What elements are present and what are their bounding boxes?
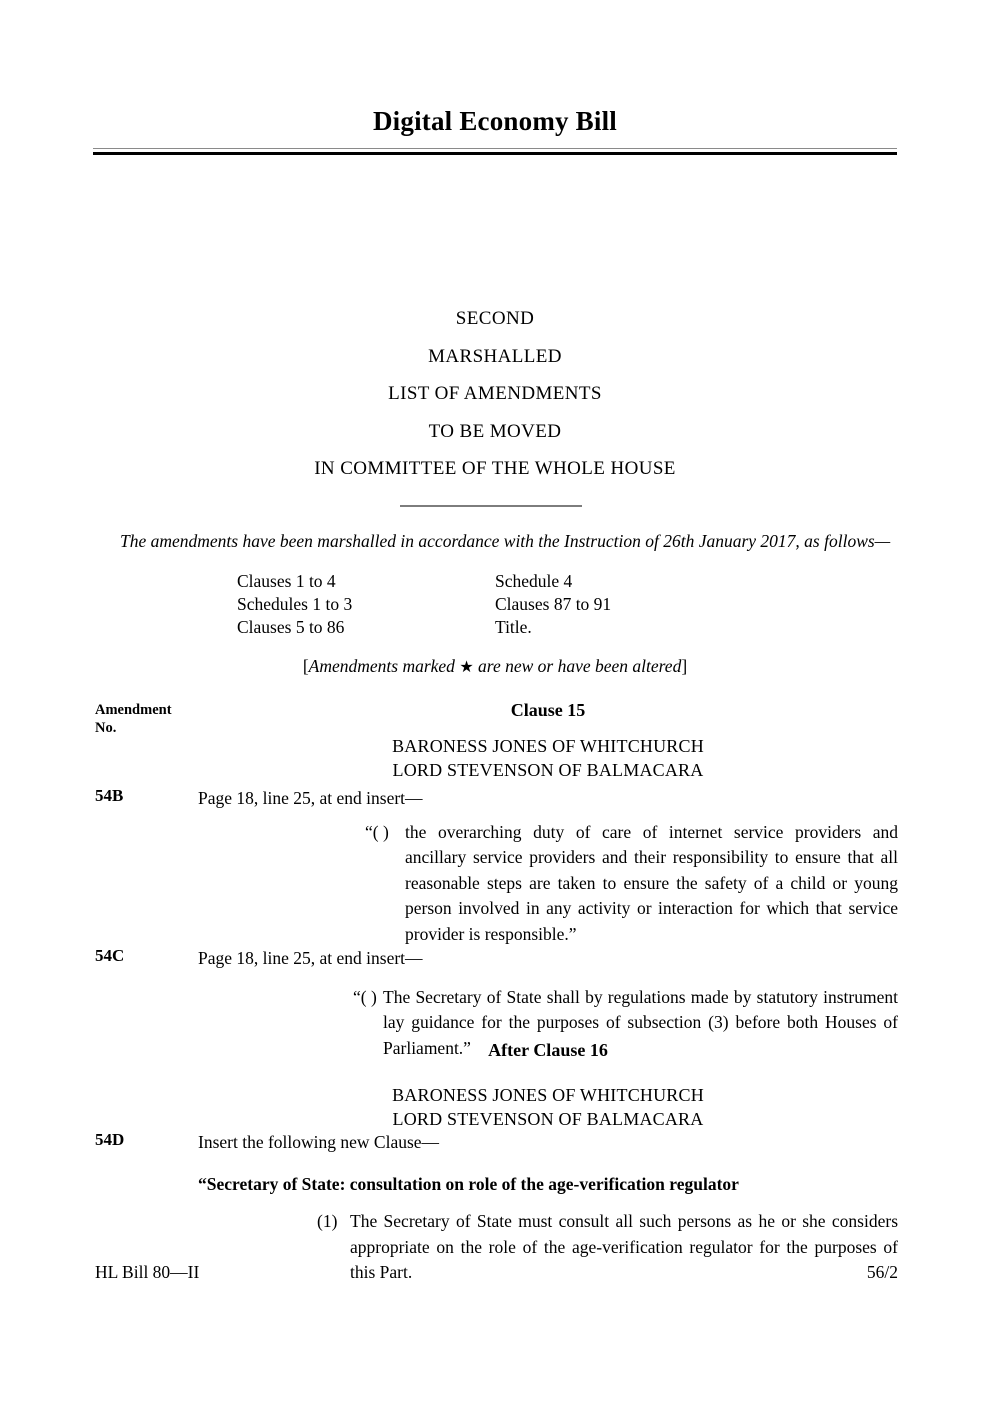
title-line-moved: TO BE MOVED <box>428 420 562 442</box>
clause-list-left: Schedules 1 to 3 <box>237 594 353 614</box>
subsection-text: The Secretary of State must consult all such persons as he or she considers appropriate on the role of the age-verification regulator for the purposes of this Part. <box>350 1211 898 1282</box>
clause-list-right: Title. <box>495 617 532 637</box>
section-heading-after-clause-16: After Clause 16 <box>488 1040 608 1060</box>
amendment-lead-in: Page 18, line 25, at end insert— <box>198 948 423 968</box>
amendment-lead-in: Insert the following new Clause— <box>198 1132 440 1152</box>
star-note-close-bracket: ] <box>681 656 688 676</box>
clause-list-row <box>237 593 757 616</box>
amendment-number: 54D <box>95 1130 125 1149</box>
section-heading-clause-15: Clause 15 <box>510 700 586 720</box>
amendment-entry <box>95 786 898 947</box>
title-line-list: LIST OF AMENDMENTS <box>388 383 602 404</box>
star-icon: ★ <box>459 659 474 676</box>
star-note-open-bracket: [ <box>302 656 309 676</box>
new-clause-heading: “Secretary of State: consultation on role of the age-verification regulator <box>198 1173 739 1194</box>
sponsor-name: BARONESS JONES OF WHITCHURCH <box>392 1085 704 1105</box>
footer-bill-reference: HL Bill 80—II <box>95 1262 200 1282</box>
title-line-marshalled: MARSHALLED <box>428 345 562 367</box>
quote-text: the overarching duty of care of internet service providers and ancillary service providers and their responsibility to ensure that all reasonable steps are taken to ensure the safety of a child or young person involved in any activity or interaction for which that service provider is responsible.” <box>405 821 898 944</box>
title-line-committee: IN COMMITTEE OF THE WHOLE HOUSE <box>314 458 676 479</box>
sponsor-name: LORD STEVENSON OF BALMACARA <box>392 759 704 780</box>
sponsor-names <box>198 1084 898 1131</box>
amendment-no-caption <box>95 701 205 737</box>
title-block <box>95 300 895 488</box>
document-title: Digital Economy Bill <box>372 106 617 136</box>
star-note <box>95 656 895 677</box>
header-rule-thick <box>93 152 897 155</box>
quote-marker: “( ) <box>353 986 377 1007</box>
quote-marker: “( ) <box>365 821 389 842</box>
header-rule <box>93 148 897 155</box>
clause-list-right: Schedule 4 <box>495 571 573 591</box>
amendment-lead-in: Page 18, line 25, at end insert— <box>198 788 423 808</box>
clause-list-row <box>237 616 757 639</box>
marshalling-note: The amendments have been marshalled in accordance with the Instruction of 26th January 2017, as follows— <box>120 531 891 551</box>
title-line-second: SECOND <box>455 308 535 329</box>
clause-list-row <box>237 570 757 593</box>
sponsor-name: LORD STEVENSON OF BALMACARA <box>392 1108 704 1129</box>
sponsor-names <box>198 735 898 782</box>
clause-list-right: Clauses 87 to 91 <box>495 594 612 614</box>
amendment-body <box>198 786 898 947</box>
star-note-text-before: Amendments marked <box>308 656 460 676</box>
clause-list-left: Clauses 5 to 86 <box>237 617 345 637</box>
amendment-number: 54C <box>95 946 125 965</box>
amendment-no-caption-line2: No. <box>95 720 117 736</box>
amendment-number: 54B <box>95 786 124 805</box>
footer-page-number: 56/2 <box>866 1262 898 1282</box>
amendment-no-caption-line1: Amendment <box>95 702 172 718</box>
clause-list-left: Clauses 1 to 4 <box>237 571 336 591</box>
clause-list <box>237 570 757 639</box>
subsection-number: (1) <box>317 1211 338 1231</box>
quote-text: The Secretary of State shall by regulations made by statutory instrument lay guidance for the purposes of subsection (3) before both Houses of Parliament.” <box>383 986 898 1058</box>
star-note-text-after: are new or have been altered <box>473 656 682 676</box>
section-divider-rule <box>400 505 582 507</box>
sponsor-name: BARONESS JONES OF WHITCHURCH <box>392 736 704 756</box>
amendment-quoted-text <box>365 820 898 948</box>
page-footer <box>95 1262 898 1283</box>
